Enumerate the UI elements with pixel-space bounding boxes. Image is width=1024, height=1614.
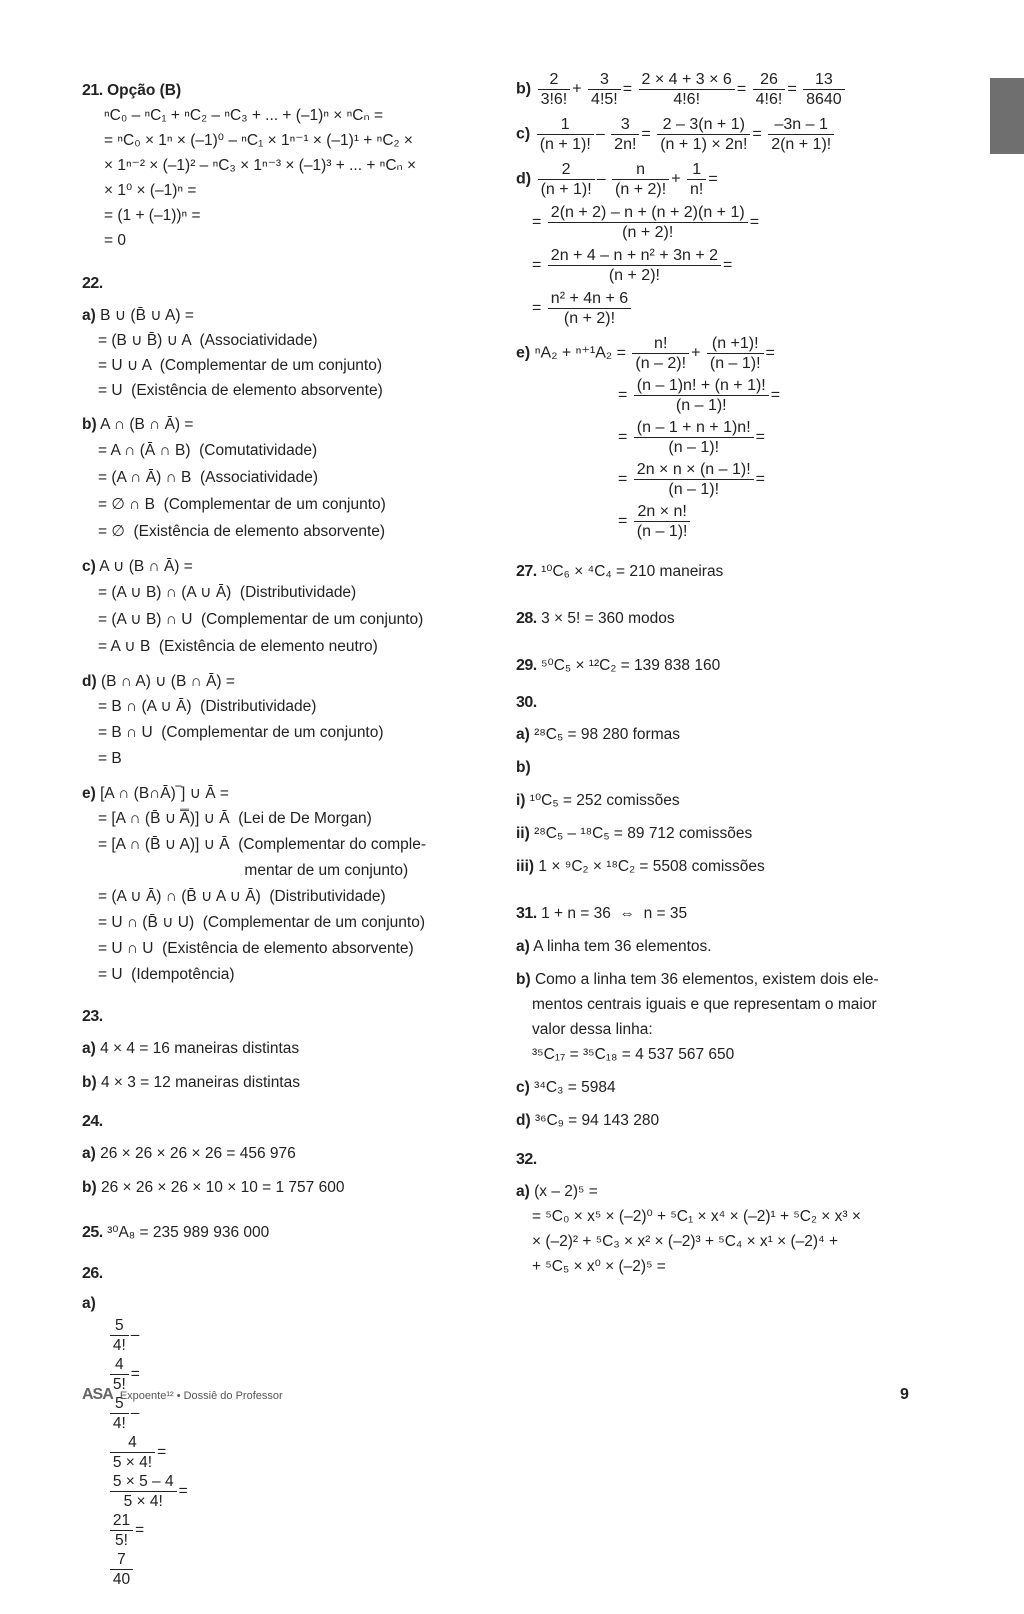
answer-text: ³⁵C₁₇ = ³⁵C₁₈ = 4 537 567 650 [532, 1046, 735, 1063]
answer-text: 1 + n = 36 ⇔ n = 35 [541, 905, 688, 922]
math-line: = U (Idempotência) [98, 966, 235, 983]
math-line: mentar de um conjunto) [98, 862, 409, 879]
page-footer [82, 1386, 283, 1404]
exercise-25 [82, 1220, 482, 1245]
math-line: × 1⁰ × (–1)ⁿ = [104, 182, 197, 199]
item-d: d) (B ∩ A) ∪ (B ∩ Ā) = = B ∩ (A ∪ Ā) (Distributividade) = B ∩ U (Complementar de um conjunto) = B [82, 669, 482, 772]
math-line: = A ∪ B (Existência de elemento neutro) [98, 638, 378, 655]
answer-text: A linha tem 36 elementos. [533, 938, 712, 955]
math-line: = (B ∪ B̄) ∪ A (Associatividade) [98, 332, 318, 349]
math-line: = ⁵C₀ × x⁵ × (–2)⁰ + ⁵C₁ × x⁴ × (–2)¹ + ⁵C₂ × x³ × [532, 1208, 861, 1225]
math-line: B ∪ (B̄ ∪ A) = [100, 307, 194, 324]
exercise-number: 25. [82, 1224, 103, 1241]
math-line: = B ∩ U (Complementar de um conjunto) [98, 724, 384, 741]
math-line: = 0 [104, 232, 126, 249]
exercise-number: 29. [516, 657, 537, 674]
answer-text: ⁵⁰C₅ × ¹²C₂ = 139 838 160 [541, 657, 721, 674]
item-c: c) A ∪ (B ∩ Ā) = = (A ∪ B) ∩ (A ∪ Ā) (Distributividade) = (A ∪ B) ∩ U (Complementar de um conjunto) = A ∪ B (Existência de elemento neutro) [82, 554, 482, 660]
answer-text: 3 × 5! = 360 modos [541, 610, 675, 627]
exercise-31: 31. 1 + n = 36 ⇔ n = 35 a) A linha tem 36 elementos. b) Como a linha tem 36 elementos, existem dois ele- mentos centrais iguais e que representam o maior valor dessa linha: ³⁵C₁₇ = ³⁵C₁₈ = 4 537 567 650 c) ³⁴C₃ = 5984 d) ³⁶C₉ = 94 143 280 [516, 901, 936, 1133]
answer-text: 26 × 26 × 26 × 26 = 456 976 [100, 1145, 296, 1162]
math-line: ⁿA₂ + ⁿ⁺¹A₂ = [534, 344, 626, 362]
section-tab-marker [990, 78, 1024, 154]
fraction: $\frac{21}{5!}$ [110, 1511, 133, 1550]
right-column [516, 70, 936, 1279]
exercise-number: 23. [82, 1008, 103, 1025]
exercise-title: Opção (B) [107, 82, 182, 99]
answer-text: 26 × 26 × 26 × 10 × 10 = 1 757 600 [100, 1179, 345, 1196]
exercise-29 [516, 653, 936, 678]
math-line: = B ∩ (A ∪ Ā) (Distributividade) [98, 698, 317, 715]
item-b-26: b) $\frac{2}{3!6!}$ + $\frac{3}{4!5!}$ = $\frac{2 \times 4 + 3 \times 6}{4!6!}$ = $\frac{26}{4!6!}$ = $\frac{13}{8640}$ [516, 70, 936, 109]
answer-text: mentos centrais iguais e que representam o maior [532, 996, 877, 1013]
answer-text: ³⁶C₉ = 94 143 280 [534, 1112, 660, 1129]
math-line: = (A ∪ Ā) ∩ (B̄ ∪ A ∪ Ā) (Distributividade) [98, 888, 386, 905]
answer-text: ¹⁰C₅ = 252 comissões [529, 792, 680, 809]
math-line: = U ∪ A (Complementar de um conjunto) [98, 357, 383, 374]
exercise-number: 28. [516, 610, 537, 627]
math-line: × 1ⁿ⁻² × (–1)² – ⁿC₃ × 1ⁿ⁻³ × (–1)³ + ... + ⁿCₙ × [104, 157, 417, 174]
answer-text: ³⁴C₃ = 5984 [534, 1079, 616, 1096]
item-c-26: c) $\frac{1}{(n + 1)!}$ – $\frac{3}{2n!}$ = $\frac{2 - 3(n + 1)}{(n + 1) \times 2n!}$ = $\frac{-3n - 1}{2(n + 1)!}$ [516, 115, 936, 154]
answer-text: ²⁸C₅ – ¹⁸C₅ = 89 712 comissões [534, 825, 753, 842]
exercise-28 [516, 606, 936, 631]
left-column [82, 70, 482, 1614]
math-line: ⁿC₀ – ⁿC₁ + ⁿC₂ – ⁿC₃ + ... + (–1)ⁿ × ⁿCₙ = [104, 107, 384, 124]
math-line: = ∅ ∩ B (Complementar de um conjunto) [98, 496, 386, 513]
fraction: $\frac{5 \times 5 - 4}{5 \times 4!}$ [110, 1472, 177, 1511]
math-line: = ∅ (Existência de elemento absorvente) [98, 523, 386, 540]
exercise-number: 26. [82, 1265, 103, 1282]
math-line: (B ∩ A) ∪ (B ∩ Ā) = [100, 673, 235, 690]
math-line: = (A ∪ B) ∩ U (Complementar de um conjunto) [98, 611, 424, 628]
answer-text: valor dessa linha: [532, 1021, 653, 1038]
answer-text: ³⁰A₈ = 235 989 936 000 [107, 1224, 270, 1241]
math-line: = U ∩ (B̄ ∪ U) (Complementar de um conjunto) [98, 914, 425, 931]
fraction: $\frac{4}{5 \times 4!}$ [110, 1433, 155, 1472]
math-line: = (A ∪ B) ∩ (A ∪ Ā) (Distributividade) [98, 584, 357, 601]
math-line: = [A ∩ (B̄ ∪ A)] ∪ Ā (Complementar do comple- [98, 836, 427, 853]
publisher-logo: ASA [82, 1386, 113, 1403]
item-b: b) A ∩ (B ∩ Ā) = = A ∩ (Ā ∩ B) (Comutatividade) = (A ∩ Ā) ∩ B (Associatividade) = ∅ ∩ B (Complementar de um conjunto) = ∅ (Existência de elemento absorvente) [82, 412, 482, 545]
fraction: $\frac{5}{4!}$ [110, 1394, 129, 1433]
math-line: = A ∩ (Ā ∩ B) (Comutatividade) [98, 442, 318, 459]
item-e: e) [A ∩ (B∩Ā)‾] ∪ Ā = = [A ∩ (B̄ ∪ A̿)] ∪ Ā (Lei de De Morgan) = [A ∩ (B̄ ∪ A)] ∪ Ā (Complementar do comple- mentar de um conjunto) = (A ∪ Ā) ∩ (B̄ ∪ A ∪ Ā) (Distributividade) = U ∩ (B̄ ∪ U) (Complementar de um conjunto) = U ∩ U (Existência de elemento absorvente) = U (Idempotência) [82, 781, 482, 988]
math-line: = U (Existência de elemento absorvente) [98, 382, 383, 399]
math-line: A ∩ (B ∩ Ā) = [100, 416, 194, 433]
math-line: = ⁿC₀ × 1ⁿ × (–1)⁰ – ⁿC₁ × 1ⁿ⁻¹ × (–1)¹ + ⁿC₂ × [104, 132, 413, 149]
exercise-number: 31. [516, 905, 537, 922]
fraction: $\frac{5}{4!}$ [110, 1316, 129, 1355]
page-number: 9 [900, 1386, 909, 1403]
math-line: + ⁵C₅ × x⁰ × (–2)⁵ = [532, 1258, 666, 1275]
exercise-26 [82, 1265, 482, 1614]
item-a: a) $\frac{5}{4!}$ – $\frac{4}{5!}$ = $\frac{5}{4!}$ – $\frac{4}{5 \times 4!}$ = $\frac{5 \times 5 - 4}{5 \times 4!}$ = $\frac{21}{5!}$ = $\frac{7}{40}$ [82, 1295, 188, 1588]
math-line: [A ∩ (B∩Ā)‾] ∪ Ā = [100, 785, 229, 802]
math-line: = (A ∩ Ā) ∩ B (Associatividade) [98, 469, 318, 486]
footer-text: Expoente¹² • Dossiê do Professor [119, 1390, 283, 1402]
math-line: = [A ∩ (B̄ ∪ A̿)] ∪ Ā (Lei de De Morgan) [98, 810, 372, 827]
math-line: (x – 2)⁵ = [534, 1183, 598, 1200]
answer-text: 4 × 4 = 16 maneiras distintas [100, 1040, 300, 1057]
exercise-number: 27. [516, 563, 537, 580]
math-line: × (–2)² + ⁵C₃ × x² × (–2)³ + ⁵C₄ × x¹ × (–2)⁴ + [532, 1233, 839, 1250]
fraction: $\frac{7}{40}$ [110, 1550, 133, 1589]
math-line: A ∪ (B ∩ Ā) = [99, 558, 193, 575]
answer-text: Como a linha tem 36 elementos, existem dois ele- [534, 971, 879, 988]
item-d-26: d) $\frac{2}{(n + 1)!}$ – $\frac{n}{(n + 2)!}$ + $\frac{1}{n!}$ = = $\frac{2(n + 2) - n + (n + 2)(n + 1)}{(n + 2)!}$ = = $\frac{\text{2n + 4 – n + n² + 3n + 2}}{(n + 2)!}$ = = $\frac{\text{n² + 4n + 6}}{(n + 2)!}$ [516, 161, 760, 327]
math-line: = B [98, 750, 122, 767]
answer-text: ¹⁰C₆ × ⁴C₄ = 210 maneiras [541, 563, 724, 580]
answer-text: ²⁸C₅ = 98 280 formas [534, 726, 680, 743]
item-e-26: e) ⁿA₂ + ⁿ⁺¹A₂ = $\frac{n!}{(n - 2)!}$ + $\frac{(n +1)!}{(n - 1)!}$ = = $\frac{(n - 1)n! + (n + 1)!}{(n - 1)!}$ = = $\frac{(n - 1 + n + 1)n!}{(n - 1)!}$ = = $\frac{2n \times n \times (n - 1)!}{(n - 1)!}$ = = $\frac{2n \times n!}{(n - 1)!}$ [516, 335, 781, 540]
exercise-30: 30. a) ²⁸C₅ = 98 280 formas b) i) ¹⁰C₅ = 252 comissões ii) ²⁸C₅ – ¹⁸C₅ = 89 712 comissões iii) 1 × ⁹C₂ × ¹⁸C₂ = 5508 comissões [516, 694, 936, 879]
exercise-number: 21. [82, 82, 103, 99]
exercise-24: 24. a) 26 × 26 × 26 × 26 = 456 976 b) 26 × 26 × 26 × 10 × 10 = 1 757 600 [82, 1113, 482, 1200]
exercise-32: 32. a) (x – 2)⁵ = = ⁵C₀ × x⁵ × (–2)⁰ + ⁵C₁ × x⁴ × (–2)¹ + ⁵C₂ × x³ × × (–2)² + ⁵C₃ × x² × (–2)³ + ⁵C₄ × x¹ × (–2)⁴ + + ⁵C₅ × x⁰ × (–2)⁵ = [516, 1151, 936, 1279]
exercise-27 [516, 559, 936, 584]
answer-text: 4 × 3 = 12 maneiras distintas [100, 1074, 300, 1091]
exercise-21 [82, 78, 482, 253]
math-line: = (1 + (–1))ⁿ = [104, 207, 201, 224]
exercise-number: 24. [82, 1113, 103, 1130]
exercise-number: 30. [516, 694, 537, 711]
answer-text: 1 × ⁹C₂ × ¹⁸C₂ = 5508 comissões [538, 858, 765, 875]
math-line: = U ∩ U (Existência de elemento absorvente) [98, 940, 414, 957]
exercise-23: 23. a) 4 × 4 = 16 maneiras distintas b) 4 × 3 = 12 maneiras distintas [82, 1008, 482, 1095]
exercise-number: 22. [82, 275, 103, 292]
exercise-22 [82, 275, 482, 988]
item-a: a) B ∪ (B̄ ∪ A) = = (B ∪ B̄) ∪ A (Associatividade) = U ∪ A (Complementar de um conjunto) = U (Existência de elemento absorvente) [82, 303, 482, 403]
fraction: $\frac{4}{5!}$ [110, 1355, 129, 1394]
exercise-number: 32. [516, 1151, 537, 1168]
item-label: b) [516, 759, 531, 776]
